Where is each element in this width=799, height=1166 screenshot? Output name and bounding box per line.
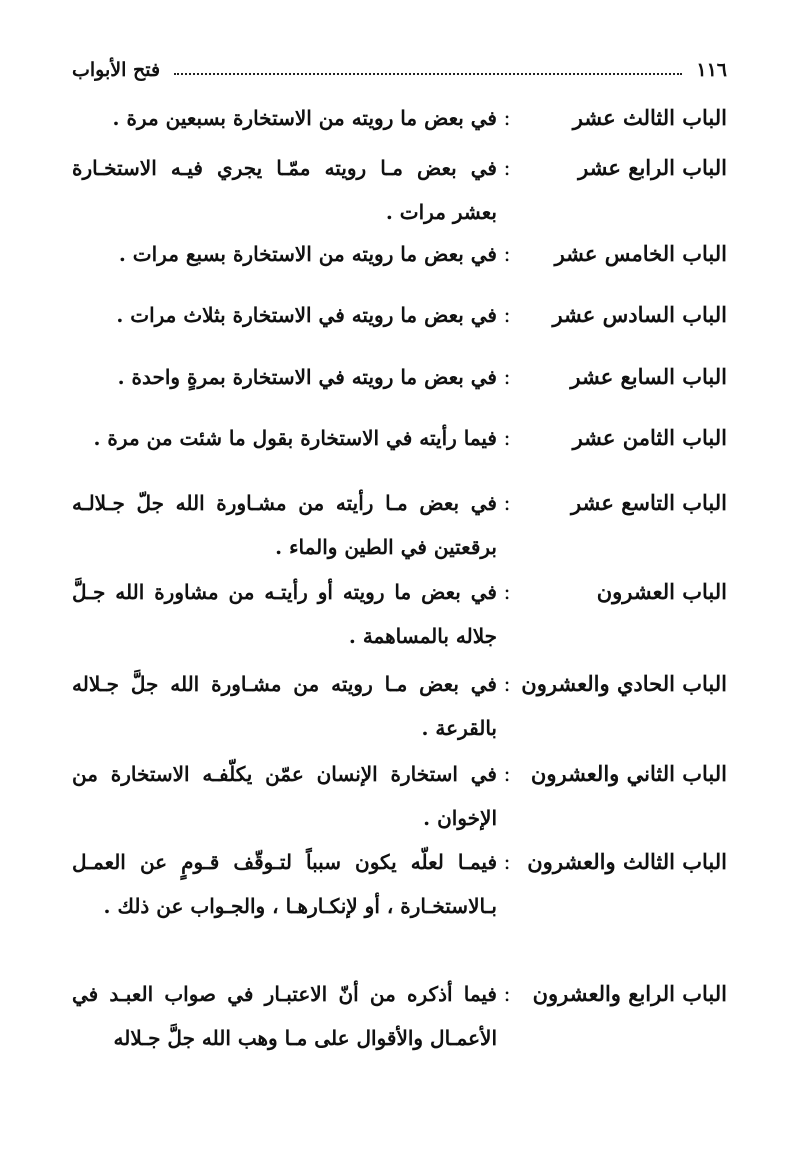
chapter-description: فيمـا لعلّه يكون سبباً لتـوقّف قـومٍ عن العمـل بـالاستخـارة ، أو لإنكـارهـا ، والجـواب عن ذلك . [72, 850, 497, 918]
running-title: فتح الأبواب [72, 59, 161, 81]
chapter-description: في استخارة الإنسان عمّن يكلّفـه الاستخارة من الإخوان . [72, 762, 497, 830]
chapter-description: في بعض ما رويته أو رأيتـه من مشاورة الله جـلَّ جلاله بالمساهمة . [72, 580, 497, 648]
chapter-entry-19 [72, 481, 727, 569]
colon-separator: : [503, 982, 511, 1006]
chapter-title: الباب الحادي والعشرون [521, 671, 727, 696]
page-header [72, 50, 727, 90]
chapter-description: في بعض مـا رأيته من مشـاورة الله جلّ جـلالـه برقعتين في الطين والماء . [72, 491, 497, 559]
chapter-entry-15 [72, 232, 727, 276]
chapter-title: الباب الثاني والعشرون [530, 761, 727, 786]
colon-separator: : [503, 156, 511, 180]
chapter-entry-23 [72, 840, 727, 928]
colon-separator: : [503, 580, 511, 604]
chapter-description: فيما أذكره من أنّ الاعتبـار في صواب العبـد في الأعمـال والأقوال على مـا وهب الله جلَّ جـلاله [72, 982, 497, 1050]
chapter-title: الباب الثالث عشر [572, 105, 727, 130]
chapter-title: الباب السادس عشر [552, 302, 727, 327]
chapter-title: الباب الرابع والعشرون [532, 981, 727, 1006]
chapter-description: في بعض ما رويته في الاستخارة بمرةٍ واحدة . [117, 365, 497, 389]
chapter-entry-16 [72, 293, 727, 337]
colon-separator: : [503, 426, 511, 450]
chapter-title: الباب التاسع عشر [571, 490, 727, 515]
colon-separator: : [503, 242, 511, 266]
chapter-title: الباب الخامس عشر [554, 241, 727, 266]
chapter-description: في بعض مـا رويته ممّـا يجري فيـه الاستخـارة بعشر مرات . [72, 156, 497, 224]
chapter-title: الباب العشرون [596, 579, 727, 604]
chapter-title: الباب الثالث والعشرون [527, 849, 727, 874]
chapter-entry-13 [72, 96, 727, 140]
colon-separator: : [503, 762, 511, 786]
chapter-entry-17 [72, 355, 727, 399]
chapter-title: الباب الثامن عشر [572, 425, 727, 450]
chapter-entry-18 [72, 416, 727, 460]
page-number: ١١٦ [696, 59, 727, 81]
chapter-title: الباب الرابع عشر [578, 155, 727, 180]
chapter-title: الباب السابع عشر [570, 364, 727, 389]
colon-separator: : [503, 365, 511, 389]
chapter-description: في بعض ما رويته من الاستخارة بسبعين مرة . [112, 106, 497, 130]
chapter-entry-24 [72, 972, 727, 1060]
colon-separator: : [503, 491, 511, 515]
chapter-description: في بعض ما رويته في الاستخارة بثلاث مرات . [116, 303, 497, 327]
chapter-description: في بعض ما رويته من الاستخارة بسبع مرات . [118, 242, 497, 266]
dotted-leader [174, 73, 682, 75]
chapter-entry-22 [72, 752, 727, 840]
chapter-entry-20 [72, 570, 727, 658]
colon-separator: : [503, 672, 511, 696]
colon-separator: : [503, 106, 511, 130]
colon-separator: : [503, 303, 511, 327]
chapter-description: في بعض مـا رويته من مشـاورة الله جلَّ جـلاله بالقرعة . [72, 672, 497, 740]
colon-separator: : [503, 850, 511, 874]
chapter-description: فيما رأيته في الاستخارة بقول ما شئت من مرة . [93, 426, 497, 450]
chapter-entry-14 [72, 146, 727, 234]
chapter-entry-21 [72, 662, 727, 750]
